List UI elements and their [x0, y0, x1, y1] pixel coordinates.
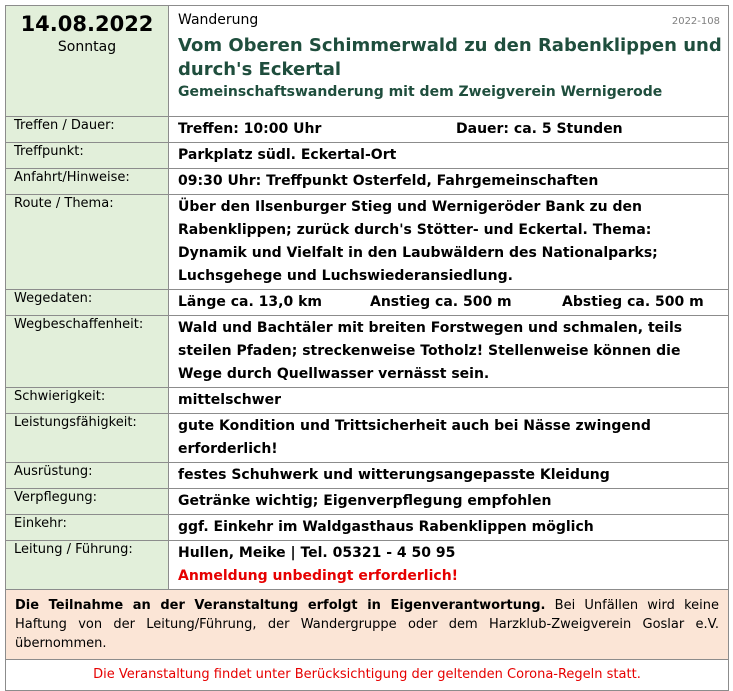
treffen-time: Treffen: 10:00 Uhr: [178, 121, 322, 137]
event-code: 2022-108: [671, 16, 720, 27]
event-header: [6, 6, 728, 117]
event-card: [5, 5, 729, 691]
row-value: ggf. Einkehr im Waldgasthaus Rabenklippen möglich: [178, 519, 594, 535]
row-label: Treffen / Dauer:: [6, 117, 169, 142]
row-label: Ausrüstung:: [6, 463, 169, 488]
title-cell: [169, 6, 728, 116]
row-leistung: [6, 414, 728, 463]
row-treffen: [6, 117, 728, 143]
abstieg: Abstieg ca. 500 m: [562, 294, 704, 310]
row-value: mittelschwer: [178, 392, 281, 408]
row-value: festes Schuhwerk und witterungsangepasste Kleidung: [178, 467, 610, 483]
row-value: Parkplatz südl. Eckertal-Ort: [178, 147, 397, 163]
row-value: Getränke wichtig; Eigenverpflegung empfohlen: [178, 493, 552, 509]
laenge: Länge ca. 13,0 km: [178, 294, 322, 310]
dauer: Dauer: ca. 5 Stunden: [456, 121, 623, 137]
row-label: Schwierigkeit:: [6, 388, 169, 413]
row-verpflegung: [6, 489, 728, 515]
row-label: Einkehr:: [6, 515, 169, 540]
row-value: [169, 541, 728, 589]
row-label: Treffpunkt:: [6, 143, 169, 168]
date-cell: [6, 6, 169, 116]
row-einkehr: [6, 515, 728, 541]
row-label: Leitung / Führung:: [6, 541, 169, 589]
row-value: Über den Ilsenburger Stieg und Wernigeröder Bank zu den Rabenklippen; zurück durch's Stötter- und Eckertal. Thema: Dynamik und Vielfalt in den Laubwäldern des Nationalparks; Luchsgehege und Luchswiederansiedlung.: [178, 199, 658, 284]
row-value: [169, 117, 728, 142]
anstieg: Anstieg ca. 500 m: [370, 294, 512, 310]
row-value: [169, 290, 728, 315]
row-label: Wegbeschaffenheit:: [6, 316, 169, 387]
row-value: Wald und Bachtäler mit breiten Forstwegen und schmalen, teils steilen Pfaden; streckenweise Totholz! Stellenweise können die Wege durch Quellwasser vernässt sein.: [178, 320, 683, 382]
row-anfahrt: [6, 169, 728, 195]
row-value: gute Kondition und Trittsicherheit auch bei Nässe zwingend erforderlich!: [178, 418, 651, 457]
event-weekday: Sonntag: [57, 39, 117, 55]
row-label: Leistungsfähigkeit:: [6, 414, 169, 462]
event-date: 14.08.2022: [20, 12, 154, 36]
event-subtitle: Gemeinschaftswanderung mit dem Zweigverein Wernigerode: [178, 84, 663, 100]
registration-alert: Anmeldung unbedingt erforderlich!: [178, 568, 459, 584]
liability-notice-text: Bei Unfällen wird keine Haftung von der Leitung/Führung, der Wandergruppe oder dem Harzklub-Zweigverein Goslar e.V. übernommen.: [15, 598, 720, 651]
leitung-contact: Hullen, Meike | Tel. 05321 - 4 50 95: [178, 545, 456, 561]
corona-notice: Die Veranstaltung findet unter Berücksichtigung der geltenden Corona-Regeln statt.: [93, 667, 641, 682]
liability-notice: [6, 590, 728, 660]
row-label: Anfahrt/Hinweise:: [6, 169, 169, 194]
row-leitung: [6, 541, 728, 590]
liability-notice-bold: Die Teilnahme an der Veranstaltung erfolgt in Eigenverantwortung.: [15, 598, 546, 613]
row-label: Route / Thema:: [6, 195, 169, 289]
row-treffpunkt: [6, 143, 728, 169]
event-category: Wanderung: [178, 12, 259, 28]
row-ausruestung: [6, 463, 728, 489]
row-label: Verpflegung:: [6, 489, 169, 514]
row-wegedaten: [6, 290, 728, 316]
row-route: [6, 195, 728, 290]
event-title: Vom Oberen Schimmerwald zu den Rabenklippen und durch's Eckertal: [178, 35, 722, 80]
row-wegbeschaffenheit: [6, 316, 728, 388]
row-schwierigkeit: [6, 388, 728, 414]
row-label: Wegedaten:: [6, 290, 169, 315]
row-value: 09:30 Uhr: Treffpunkt Osterfeld, Fahrgemeinschaften: [178, 173, 599, 189]
